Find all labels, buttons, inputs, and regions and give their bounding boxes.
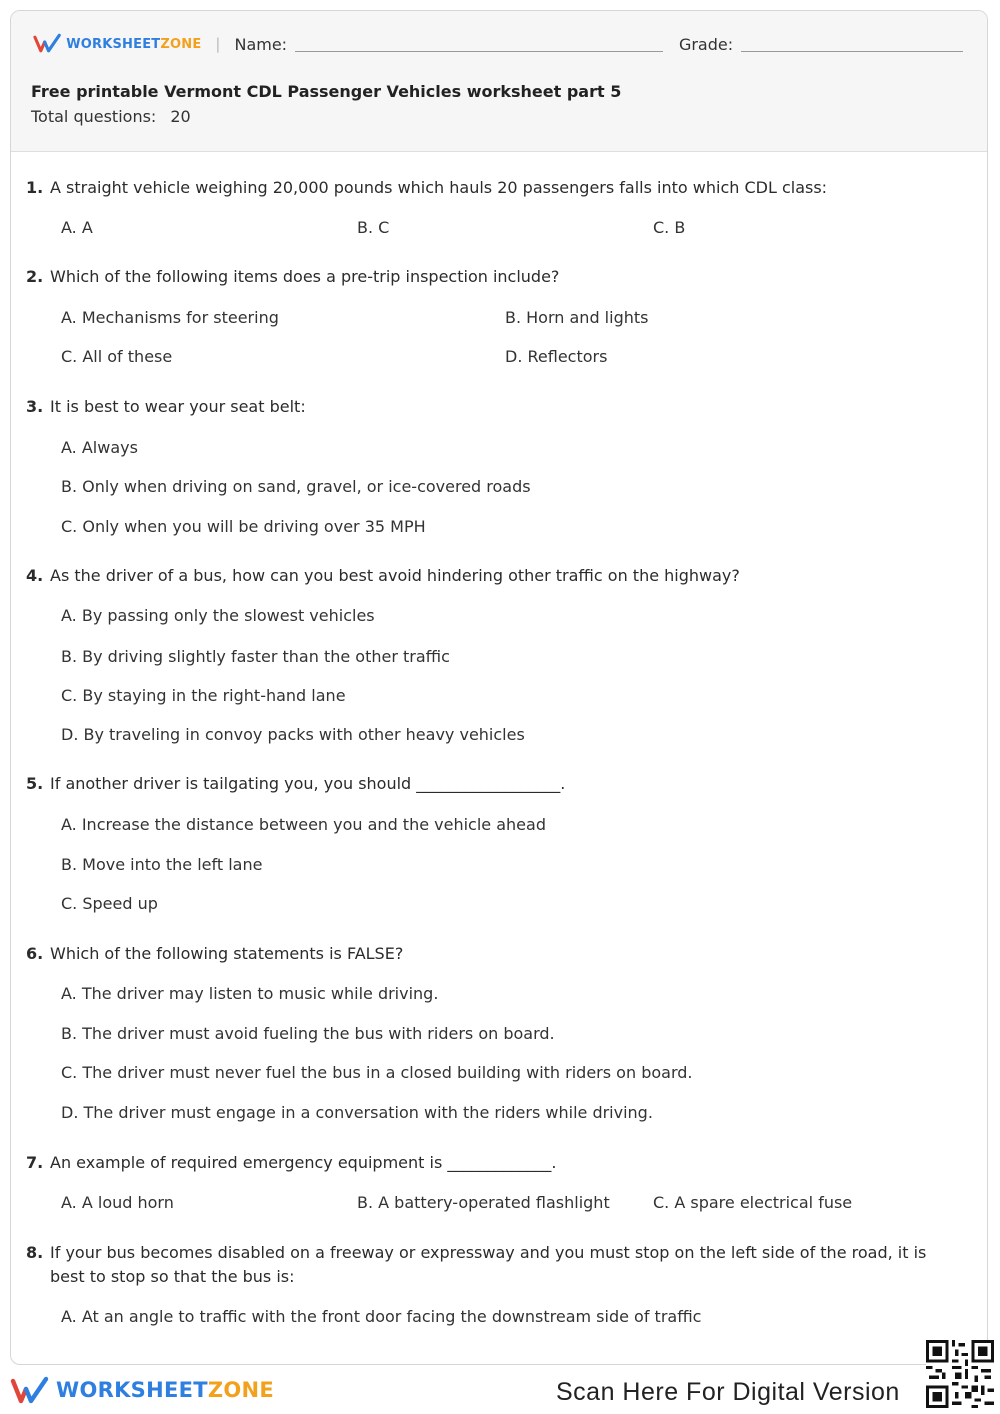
question-text: If another driver is tailgating you, you should __________________. xyxy=(50,774,566,793)
answer-option[interactable]: B. Only when driving on sand, gravel, or ice-covered roads xyxy=(61,477,531,496)
worksheet-zone-logo-icon xyxy=(10,1376,50,1406)
worksheet-title: Free printable Vermont CDL Passenger Vehicles worksheet part 5 xyxy=(31,82,622,101)
answer-option[interactable]: B. C xyxy=(357,218,390,237)
question-number: 7. xyxy=(26,1153,44,1172)
question-number: 5. xyxy=(26,774,44,793)
grade-field[interactable] xyxy=(741,51,963,52)
header-separator: | xyxy=(215,35,221,53)
brand-name: WORKSHEETZONE xyxy=(66,36,202,52)
answer-option[interactable]: B. By driving slightly faster than the other traffic xyxy=(61,647,450,666)
question-number: 2. xyxy=(26,267,44,286)
answer-option[interactable]: B. The driver must avoid fueling the bus with riders on board. xyxy=(61,1024,555,1043)
question-text: Which of the following statements is FALSE? xyxy=(50,944,404,963)
question-text: A straight vehicle weighing 20,000 pounds which hauls 20 passengers falls into which CDL class: xyxy=(50,178,828,197)
total-questions xyxy=(31,107,191,126)
worksheet-header xyxy=(11,11,987,152)
worksheet-zone-logo-icon xyxy=(33,33,62,55)
name-label: Name: xyxy=(234,34,288,54)
answer-option[interactable]: C. All of these xyxy=(61,347,173,366)
total-questions-value: 20 xyxy=(170,107,191,126)
answer-option[interactable]: D. Reflectors xyxy=(505,347,608,366)
answer-option[interactable]: D. The driver must engage in a conversation with the riders while driving. xyxy=(61,1103,653,1122)
answer-option[interactable]: D. By traveling in convoy packs with other heavy vehicles xyxy=(61,725,525,744)
answer-option[interactable]: B. Horn and lights xyxy=(505,308,649,327)
scan-instruction: Scan Here For Digital Version xyxy=(556,1378,900,1406)
name-field[interactable] xyxy=(295,51,663,52)
answer-option[interactable]: A. A loud horn xyxy=(61,1193,174,1212)
answer-option[interactable]: C. The driver must never fuel the bus in a closed building with riders on board. xyxy=(61,1063,693,1082)
answer-option[interactable]: A. At an angle to traffic with the front door facing the downstream side of traffic xyxy=(61,1307,702,1326)
question-number: 6. xyxy=(26,944,44,963)
qr-code-icon[interactable] xyxy=(926,1340,994,1408)
question-text: An example of required emergency equipment is _____________. xyxy=(50,1153,557,1172)
answer-option[interactable]: C. Only when you will be driving over 35 MPH xyxy=(61,517,426,536)
answer-option[interactable]: C. A spare electrical fuse xyxy=(653,1193,853,1212)
page-footer xyxy=(0,1368,1000,1414)
question-number: 8. xyxy=(26,1243,44,1262)
question-number: 1. xyxy=(26,178,44,197)
answer-option[interactable]: A. By passing only the slowest vehicles xyxy=(61,606,375,625)
question-text: If your bus becomes disabled on a freeway or expressway and you must stop on the left side of the road, it is best to stop so that the bus is: xyxy=(50,1243,927,1286)
answer-option[interactable]: C. B xyxy=(653,218,686,237)
answer-option[interactable]: A. Increase the distance between you and the vehicle ahead xyxy=(61,815,546,834)
answer-option[interactable]: A. A xyxy=(61,218,93,237)
question-text: It is best to wear your seat belt: xyxy=(50,397,306,416)
answer-option[interactable]: A. The driver may listen to music while driving. xyxy=(61,984,439,1003)
question-text: As the driver of a bus, how can you best avoid hindering other traffic on the highway? xyxy=(50,566,740,585)
question-number: 4. xyxy=(26,566,44,585)
answer-option[interactable]: C. By staying in the right-hand lane xyxy=(61,686,346,705)
question-number: 3. xyxy=(26,397,44,416)
answer-option[interactable]: B. A battery-operated flashlight xyxy=(357,1193,610,1212)
answer-option[interactable]: A. Mechanisms for steering xyxy=(61,308,279,327)
grade-label: Grade: xyxy=(678,34,734,54)
answer-option[interactable]: B. Move into the left lane xyxy=(61,855,263,874)
footer-brand-name: WORKSHEETZONE xyxy=(56,1378,275,1402)
question-text: Which of the following items does a pre-trip inspection include? xyxy=(50,267,560,286)
answer-option[interactable]: C. Speed up xyxy=(61,894,158,913)
answer-option[interactable]: A. Always xyxy=(61,438,138,457)
total-questions-label: Total questions: xyxy=(31,107,157,126)
